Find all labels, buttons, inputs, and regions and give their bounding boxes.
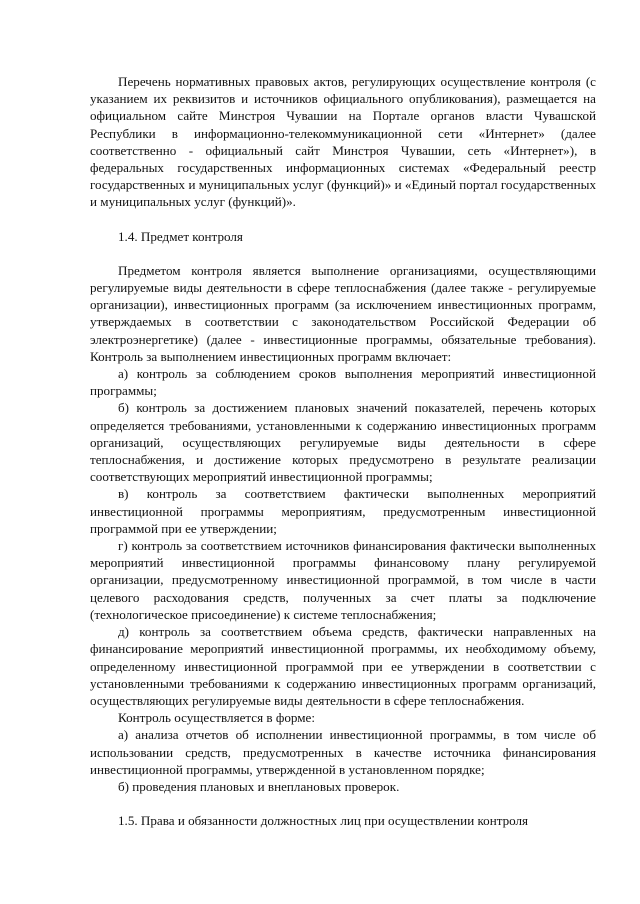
list-item-d-volume: д) контроль за соответствием объема средств, фактически направленных на финансирование мероприятий инвестиционной программы, их необходимому объему, определенному инвестиционной программой при ее утверждении в соответствии с установленными требованиями к содержанию инвестиционных программ организаций, осуществляющих регулируемые виды деятельности в сфере теплоснабжения. [90,624,596,708]
list-item-a-reports: а) анализа отчетов об исполнении инвестиционной программы, в том числе об использовании средств, предусмотренных в качестве источника финансирования инвестиционной программы, утвержденной в установленном порядке; [90,727,596,777]
list-item-b-indicators: б) контроль за достижением плановых значений показателей, перечень которых определяется требованиями, установленными к содержанию инвестиционных программ организаций, осуществляющих регулируемые виды деятельности в сфере теплоснабжения, и достижение которых предусмотрено в результате реализации соответствующих мероприятий инвестиционной программы; [90,400,596,485]
list-item-a-deadlines: а) контроль за соблюдением сроков выполнения мероприятий инвестиционной программы; [90,366,596,399]
section-heading-1-4: 1.4. Предмет контроля [118,228,243,244]
list-item-g-financing: г) контроль за соответствием источников финансирования фактически выполненных мероприятий инвестиционной программы финансовому плану регулируемой организации, предусмотренному инвестиционной программой, в том числе в части целевого расходования средств, полученных за счет платы за подключение (технологическое присоединение) к системе теплоснабжения; [90,538,596,622]
paragraph-legal-acts-list: Перечень нормативных правовых актов, регулирующих осуществление контроля (с указанием их реквизитов и источников официального опубликования), размещается на официальном сайте Минстроя Чувашии на Портале органов власти Чувашской Республики в информационно-телекоммуникационной сети «Интернет» (далее соответственно - официальный сайт Минстроя Чувашии, сеть «Интернет»), в федеральных государственных информационных системах «Федеральный реестр государственных и муниципальных услуг (функций)» и «Единый портал государственных и муниципальных услуг (функций)». [90,74,596,210]
paragraph-control-forms: Контроль осуществляется в форме: [118,710,315,726]
list-item-b-inspections: б) проведения плановых и внеплановых проверок. [118,778,400,794]
paragraph-subject-of-control: Предметом контроля является выполнение организациями, осуществляющими регулируемые виды деятельности в сфере теплоснабжения (далее также - регулируемые организации), инвестиционных программ (за исключением инвестиционных программ, утверждаемых в соответствии с законодательством Российской Федерации об электроэнергетике) (далее - инвестиционные программы, обязательные требования). Контроль за выполнением инвестиционных программ включает: [90,262,596,364]
document-page [90,73,596,829]
section-heading-1-5: 1.5. Права и обязанности должностных лиц при осуществлении контроля [118,813,529,829]
list-item-v-actions: в) контроль за соответствием фактически выполненных мероприятий инвестиционной программы мероприятиям, предусмотренным инвестиционной программой при ее утверждении; [90,486,596,536]
